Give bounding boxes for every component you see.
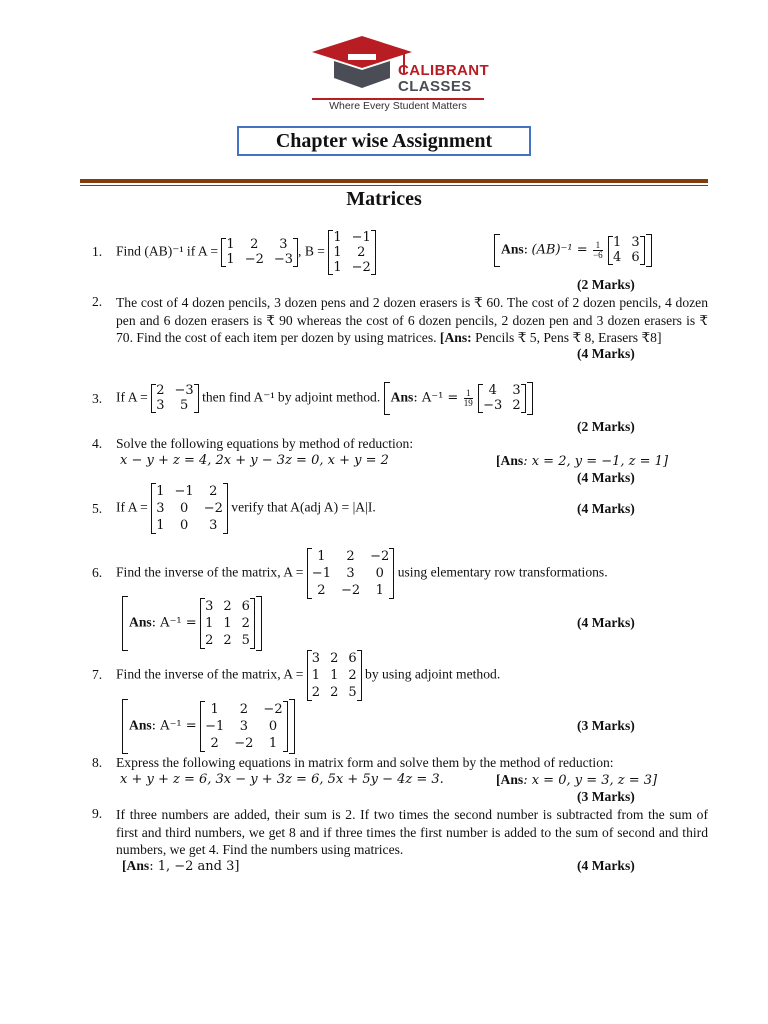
matrix-cell: 5	[179, 397, 189, 413]
matrix-cell: 0	[268, 719, 278, 734]
matrix-a	[221, 238, 298, 267]
question-number: 5.	[92, 501, 103, 516]
question-7	[116, 650, 500, 701]
matrix-cell: 1	[156, 484, 165, 499]
answer	[122, 858, 239, 874]
question-text: If three numbers are added, their sum is 2. If two times the second number is subtracted from the sum of first and third numbers, we get 8 and if three times the first number is added to the sum of second and third numbers, we get 4. Find the numbers using matrices.	[116, 807, 708, 857]
answer-label: [Ans	[122, 858, 150, 873]
matrix-cell: 6	[348, 651, 357, 666]
matrix-cell: −1	[205, 719, 225, 734]
question-number: 2.	[92, 294, 103, 309]
question-1	[116, 230, 376, 275]
equations: x − y + z = 4, 2x + y − 3z = 0, x + y = 2	[120, 453, 389, 468]
matrix-cell: 2	[250, 237, 259, 252]
answer-matrix	[200, 701, 288, 752]
question-text: verify that A(adj A) = |A|I.	[231, 499, 376, 515]
question-number: 6.	[92, 565, 103, 580]
question-6	[116, 548, 608, 599]
answer	[496, 772, 657, 788]
question-text: Find the inverse of the matrix, A =	[116, 564, 304, 580]
matrix-cell: −2	[203, 501, 223, 516]
question-number: 8.	[92, 755, 103, 770]
matrix-cell: 2	[311, 685, 321, 700]
matrix-cell: 2	[317, 583, 326, 598]
answer-text: : x = 0, y = 3, z = 3]	[523, 773, 658, 788]
matrix-cell: 0	[179, 501, 189, 516]
answer-label: Ans	[129, 614, 152, 630]
answer	[384, 382, 533, 415]
matrix-cell: 0	[375, 566, 384, 581]
answer-label: Ans	[390, 389, 414, 405]
matrix-cell: 3	[279, 237, 288, 252]
matrix-cell: 3	[239, 719, 248, 734]
matrix-cell: 6	[631, 249, 640, 265]
matrix-cell: 1	[226, 251, 235, 267]
answer-text: Pencils ₹ 5, Pens ₹ 8, Erasers ₹8]	[475, 330, 662, 345]
answer-label: [Ans:	[439, 330, 472, 345]
matrix-a	[307, 548, 395, 599]
question-text: Find (AB)⁻¹ if A =	[116, 243, 218, 259]
question-number: 3.	[92, 391, 103, 406]
question-3	[116, 382, 533, 415]
matrix-cell: 1	[156, 518, 165, 533]
matrix-cell: −2	[234, 736, 254, 751]
matrix-cell: −3	[483, 397, 503, 413]
question-number: 7.	[92, 667, 103, 682]
question-text: using elementary row transformations.	[397, 564, 608, 580]
graduation-cap-icon	[312, 34, 412, 90]
matrix-cell: 2	[209, 484, 218, 499]
matrix-a	[151, 384, 198, 413]
matrix-cell: 2	[156, 383, 165, 398]
question-text: Express the following equations in matrix form and solve them by the method of reduction:	[116, 755, 614, 770]
marks: (2 Marks)	[577, 277, 635, 292]
marks: (4 Marks)	[577, 858, 635, 873]
matrix-cell: −1	[311, 566, 331, 581]
question-text: by using adjoint method.	[365, 666, 501, 682]
matrix-cell: 2	[205, 633, 214, 648]
matrix-cell: −1	[174, 484, 194, 499]
matrix-cell: 1	[317, 549, 326, 564]
matrix-cell: 2	[357, 245, 366, 260]
matrix-cell: 2	[348, 668, 357, 683]
matrix-cell: −3	[273, 251, 294, 267]
matrix-cell: −3	[174, 383, 194, 398]
answer-text: : 1, −2 and 3]	[149, 859, 240, 874]
matrix-b	[328, 230, 375, 275]
answer-matrix	[608, 236, 645, 265]
matrix-cell: 1	[210, 702, 219, 717]
matrix-cell: −2	[263, 702, 283, 717]
matrix-cell: 1	[613, 235, 622, 250]
matrix-cell: 6	[241, 599, 250, 614]
matrix-cell: 2	[512, 397, 521, 413]
marks: (3 Marks)	[577, 789, 635, 804]
question-text: If A =	[116, 499, 148, 515]
answer-matrix	[478, 384, 525, 413]
matrix-cell: 3	[156, 501, 165, 516]
equations: x + y + z = 6, 3x − y + 3z = 6, 5x + 5y − 4z = 3.	[120, 772, 444, 787]
matrix-cell: 1	[375, 583, 384, 598]
question-number: 4.	[92, 436, 103, 451]
matrix-cell: 3	[512, 383, 521, 398]
answer-label: [Ans	[496, 453, 524, 468]
fraction: $\frac{1}{19}$	[463, 388, 473, 408]
matrix-cell: 3	[209, 518, 218, 533]
answer-expr: : A⁻¹ =	[151, 718, 197, 734]
marks: (4 Marks)	[577, 501, 635, 516]
matrix-a	[151, 483, 228, 534]
matrix-cell: 4	[488, 383, 497, 398]
question-number: 1.	[92, 244, 103, 259]
matrix-cell: 2	[239, 702, 248, 717]
question-text: Find the inverse of the matrix, A =	[116, 666, 304, 682]
answer-text: : x = 2, y = −1, z = 1]	[523, 454, 669, 469]
matrix-cell: −2	[244, 251, 264, 267]
matrix-cell: −1	[351, 230, 371, 245]
matrix-cell: 1	[330, 668, 339, 683]
matrix-cell: 5	[241, 633, 250, 648]
brand-name-line2: CLASSES	[398, 78, 472, 95]
matrix-cell: −2	[351, 260, 371, 275]
answer	[496, 453, 668, 469]
matrix-cell: 1	[223, 616, 232, 631]
matrix-cell: 2	[241, 616, 250, 631]
question-text: Solve the following equations by method of reduction:	[116, 436, 414, 451]
matrix-cell: 2	[223, 633, 232, 648]
brand-logo	[312, 34, 490, 118]
matrix-cell: 1	[333, 260, 342, 275]
question-text: If A =	[116, 389, 148, 405]
answer	[122, 699, 295, 754]
matrix-cell: 5	[348, 685, 357, 700]
question-text: then find A⁻¹ by adjoint method.	[202, 389, 381, 405]
answer-expr: (AB)⁻¹ =	[531, 242, 588, 258]
matrix-cell: 1	[226, 237, 235, 252]
brand-name-line1: CALIBRANT	[398, 62, 490, 79]
matrix-cell: −2	[370, 549, 390, 564]
matrix-cell: 3	[346, 566, 355, 581]
matrix-cell: −2	[340, 583, 361, 598]
fraction: $\frac{1}{-6}$	[593, 240, 603, 260]
matrix-cell: 3	[205, 599, 214, 614]
matrix-cell: 4	[613, 249, 622, 265]
question-5	[116, 483, 376, 534]
divider-thick	[80, 179, 708, 183]
matrix-cell: 3	[631, 235, 640, 250]
brand-tagline: Where Every Student Matters	[329, 100, 467, 112]
matrix-cell: 2	[223, 599, 232, 614]
answer-expr: : A⁻¹ =	[151, 615, 197, 631]
answer-label: [Ans	[496, 772, 524, 787]
matrix-cell: 1	[333, 245, 342, 260]
matrix-cell: 2	[210, 736, 219, 751]
question-text: The cost of 4 dozen pencils, 3 dozen pens and 2 dozen erasers is ₹ 60. The cost of 2 dozen pencils, 4 dozen pen and 6 dozen erasers is ₹ 90 whereas the cost of 6 dozen pencils, 2 dozen pen and 3 dozen erasers is ₹ 70. Find the cost of each item per dozen by using matrices.	[116, 295, 708, 345]
answer	[122, 596, 262, 651]
answer-matrix	[200, 598, 255, 649]
marks: (4 Marks)	[577, 470, 635, 485]
matrix-b-label: , B =	[298, 243, 325, 259]
marks: (4 Marks)	[577, 346, 635, 361]
answer-label: Ans	[129, 717, 152, 733]
matrix-cell: 1	[311, 668, 321, 683]
marks: (4 Marks)	[577, 615, 635, 630]
matrix-cell: 3	[156, 397, 165, 413]
matrix-cell: 1	[333, 230, 342, 245]
matrix-cell: 2	[330, 651, 339, 666]
matrix-cell: 1	[268, 736, 278, 751]
answer-expr: : A⁻¹ =	[413, 390, 459, 406]
matrix-a	[307, 650, 362, 701]
document-title: Chapter wise Assignment	[237, 126, 531, 156]
matrix-cell: 2	[346, 549, 355, 564]
answer: Ans: (AB)⁻¹ = $\frac{1}{-6}$ 1 3 4 6	[494, 234, 652, 267]
matrix-cell: 0	[179, 518, 189, 533]
chapter-heading: Matrices	[346, 188, 422, 210]
matrix-cell: 2	[330, 685, 339, 700]
answer-label: Ans	[501, 241, 524, 257]
marks: (2 Marks)	[577, 419, 635, 434]
question-number: 9.	[92, 806, 103, 821]
matrix-cell: 3	[311, 651, 321, 666]
marks: (3 Marks)	[577, 718, 635, 733]
matrix-cell: 1	[205, 616, 214, 631]
question-2	[116, 294, 708, 347]
divider-thin	[80, 185, 708, 186]
